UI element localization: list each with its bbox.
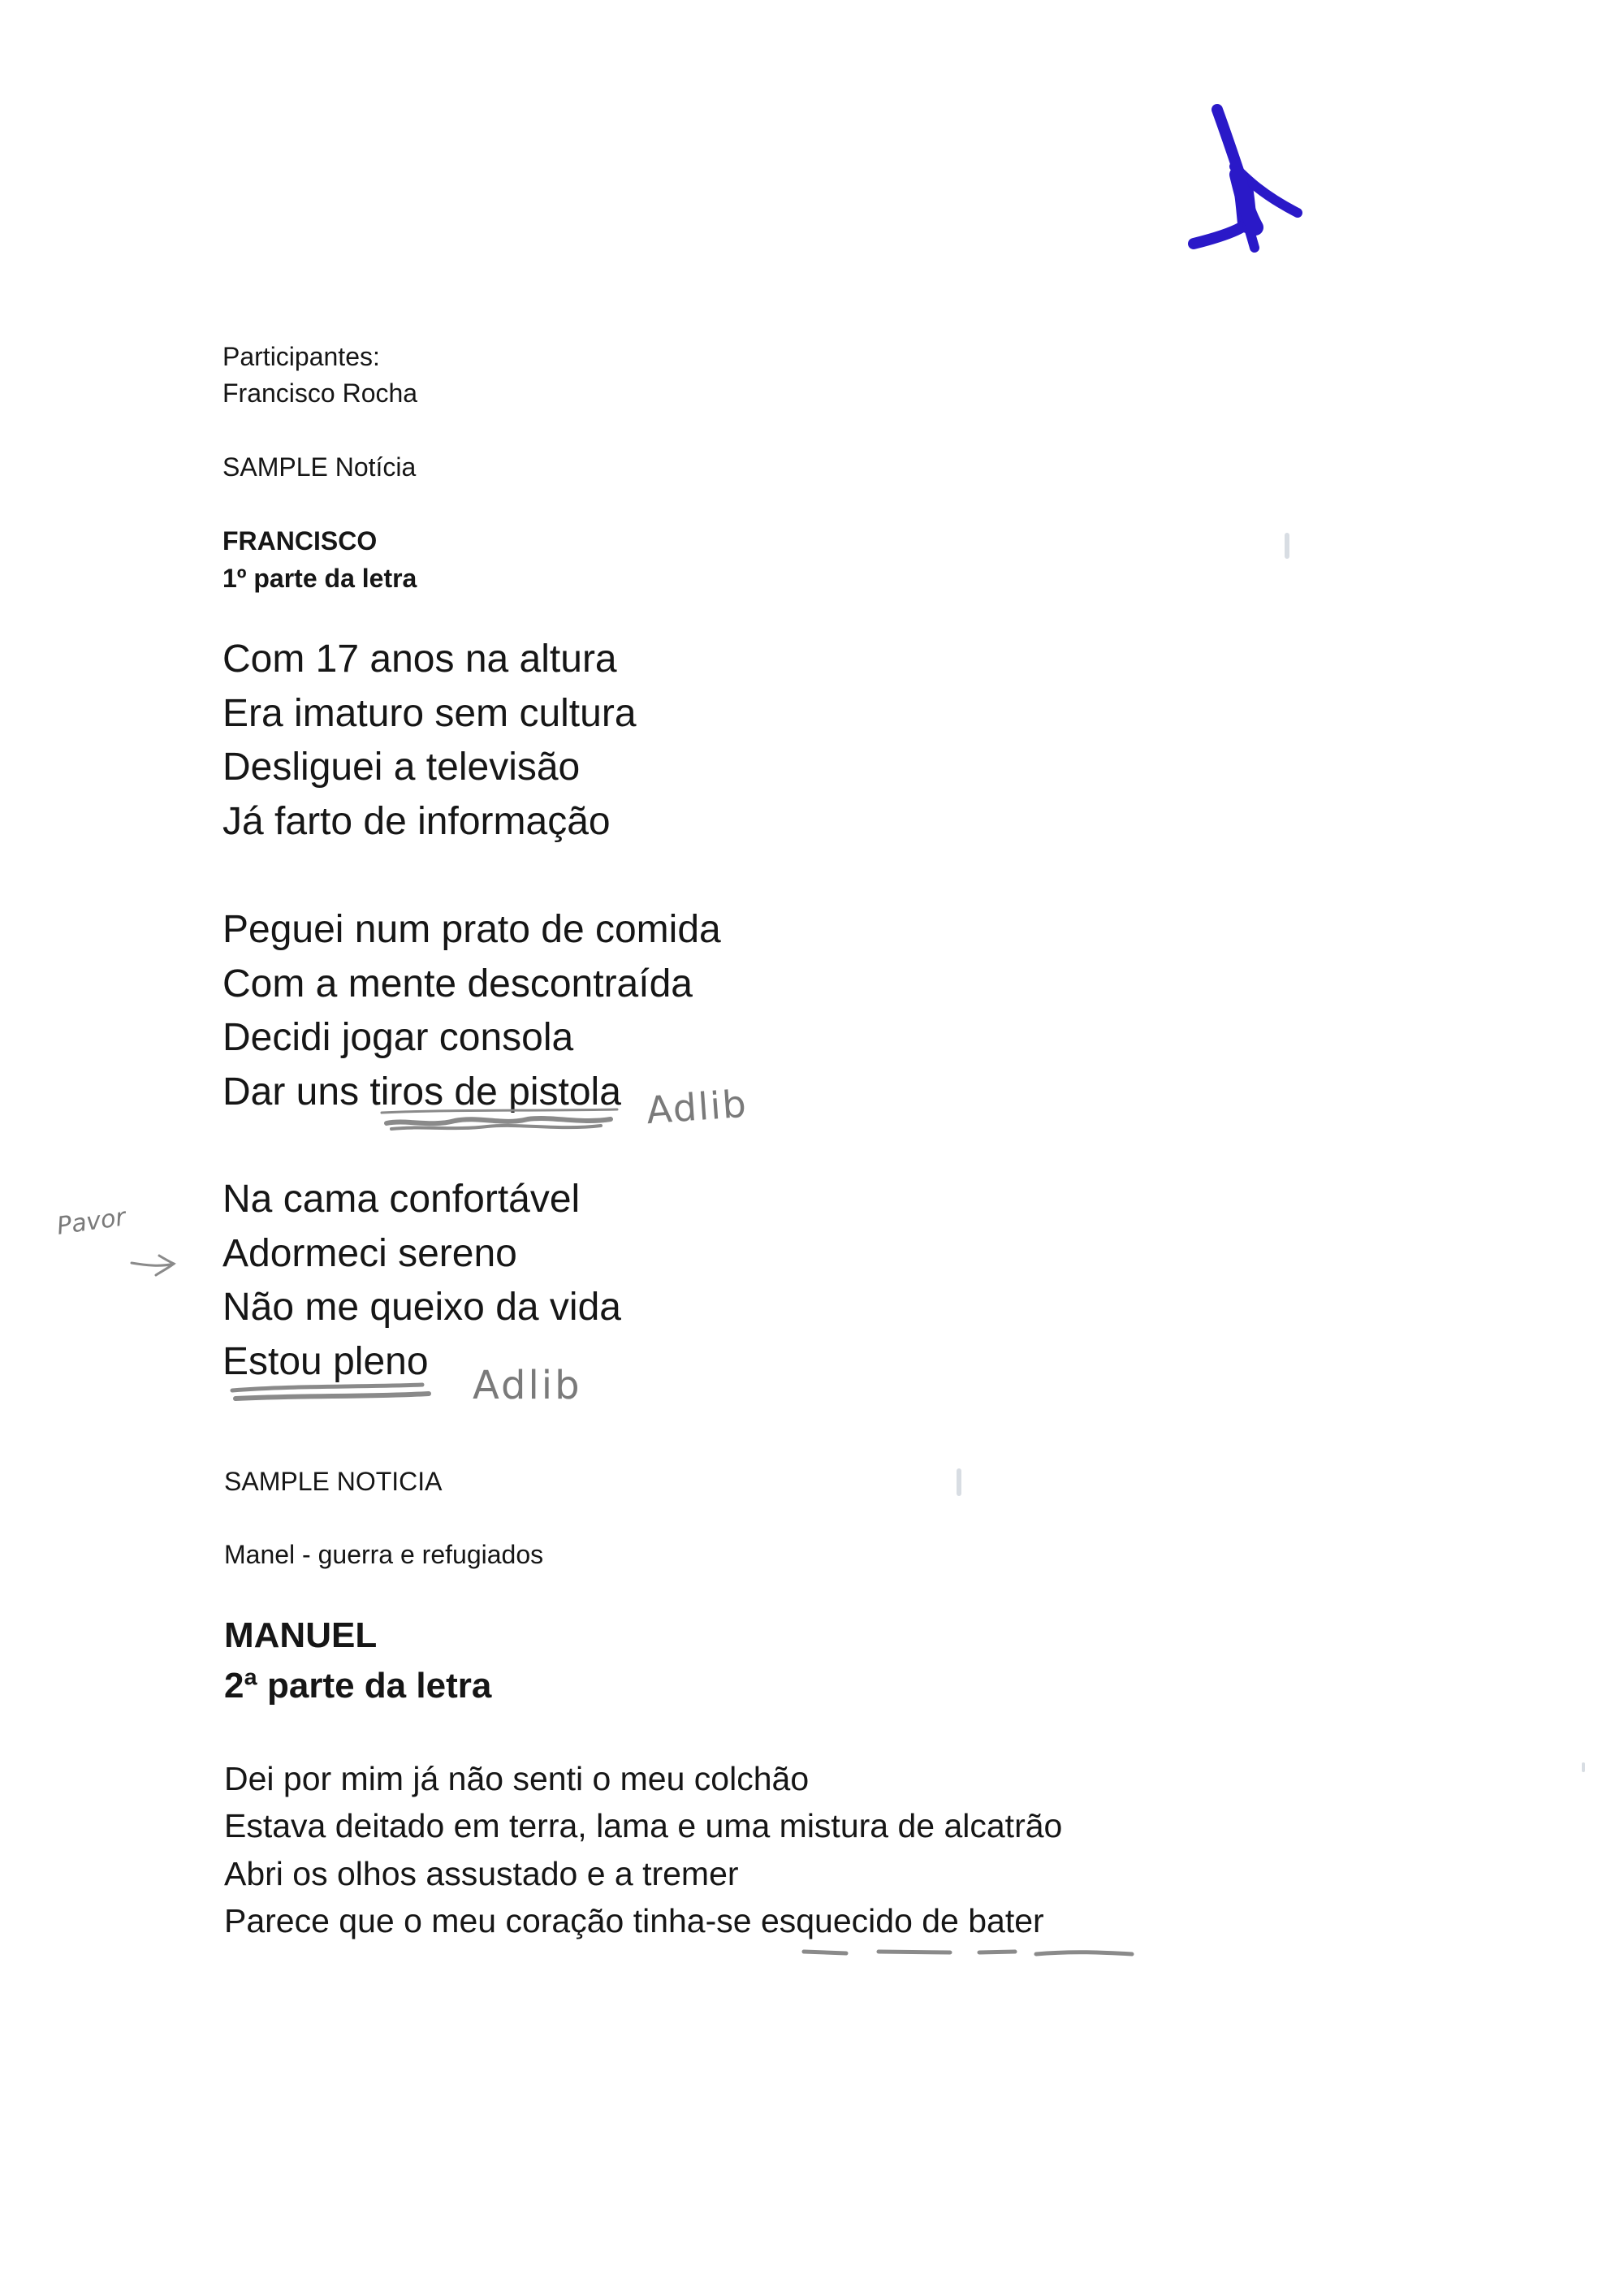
pencil-arrow-mark — [132, 1263, 174, 1265]
handwritten-adlib-note: Adlib — [645, 1081, 749, 1133]
lyric-line: Decidi jogar consola — [222, 1016, 574, 1059]
pencil-dashed-underline — [1036, 1952, 1132, 1954]
lyric-line: Dar uns tiros de pistola — [222, 1070, 621, 1113]
lyric-line: Dei por mim já não senti o meu colchão — [224, 1760, 810, 1797]
handwritten-adlib-note: Adlib — [473, 1363, 582, 1408]
lyric-line: Na cama confortável — [222, 1178, 581, 1221]
section-name: MANUEL — [224, 1615, 378, 1655]
pencil-underline-mark — [235, 1394, 429, 1399]
pencil-scribble-mark — [387, 1118, 611, 1123]
pencil-dashed-underline — [804, 1952, 846, 1953]
scan-speck — [1582, 1762, 1585, 1772]
lyric-line: Parece que o meu coração tinha-se esquecido de bater — [224, 1902, 1044, 1939]
lyric-line: Não me queixo da vida — [222, 1286, 621, 1329]
section-part: 2ª parte da letra — [224, 1666, 492, 1706]
lyric-line: Com a mente descontraída — [222, 962, 693, 1005]
sample-label: SAMPLE NOTICIA — [224, 1467, 443, 1496]
lyric-line: Com 17 anos na altura — [222, 638, 617, 681]
participant-name: Francisco Rocha — [222, 378, 418, 408]
lyric-line: Estou pleno — [222, 1340, 429, 1383]
lyric-line: Desliguei a televisão — [222, 746, 581, 789]
sample-label: SAMPLE Notícia — [222, 452, 417, 482]
blue-ink-figure-icon — [1194, 110, 1298, 248]
pencil-scribble-mark — [391, 1126, 601, 1129]
lyric-line: Adormeci sereno — [222, 1232, 517, 1275]
pencil-underline-mark — [232, 1385, 422, 1390]
lyric-line: Peguei num prato de comida — [222, 908, 721, 951]
handwritten-margin-note: Pavor — [54, 1203, 127, 1241]
section-part: 1º parte da letra — [222, 564, 417, 593]
scan-speck — [1285, 533, 1289, 559]
lyric-line: Estava deitado em terra, lama e uma mistura de alcatrão — [224, 1807, 1063, 1844]
scan-speck — [957, 1468, 961, 1496]
topic-label: Manel - guerra e refugiados — [224, 1540, 544, 1569]
lyric-line: Abri os olhos assustado e a tremer — [224, 1855, 739, 1892]
lyric-line: Era imaturo sem cultura — [222, 692, 637, 735]
section-name: FRANCISCO — [222, 526, 378, 556]
participants-label: Participantes: — [222, 342, 380, 371]
lyric-line: Já farto de informação — [222, 800, 611, 843]
pencil-arrow-mark — [156, 1256, 174, 1275]
